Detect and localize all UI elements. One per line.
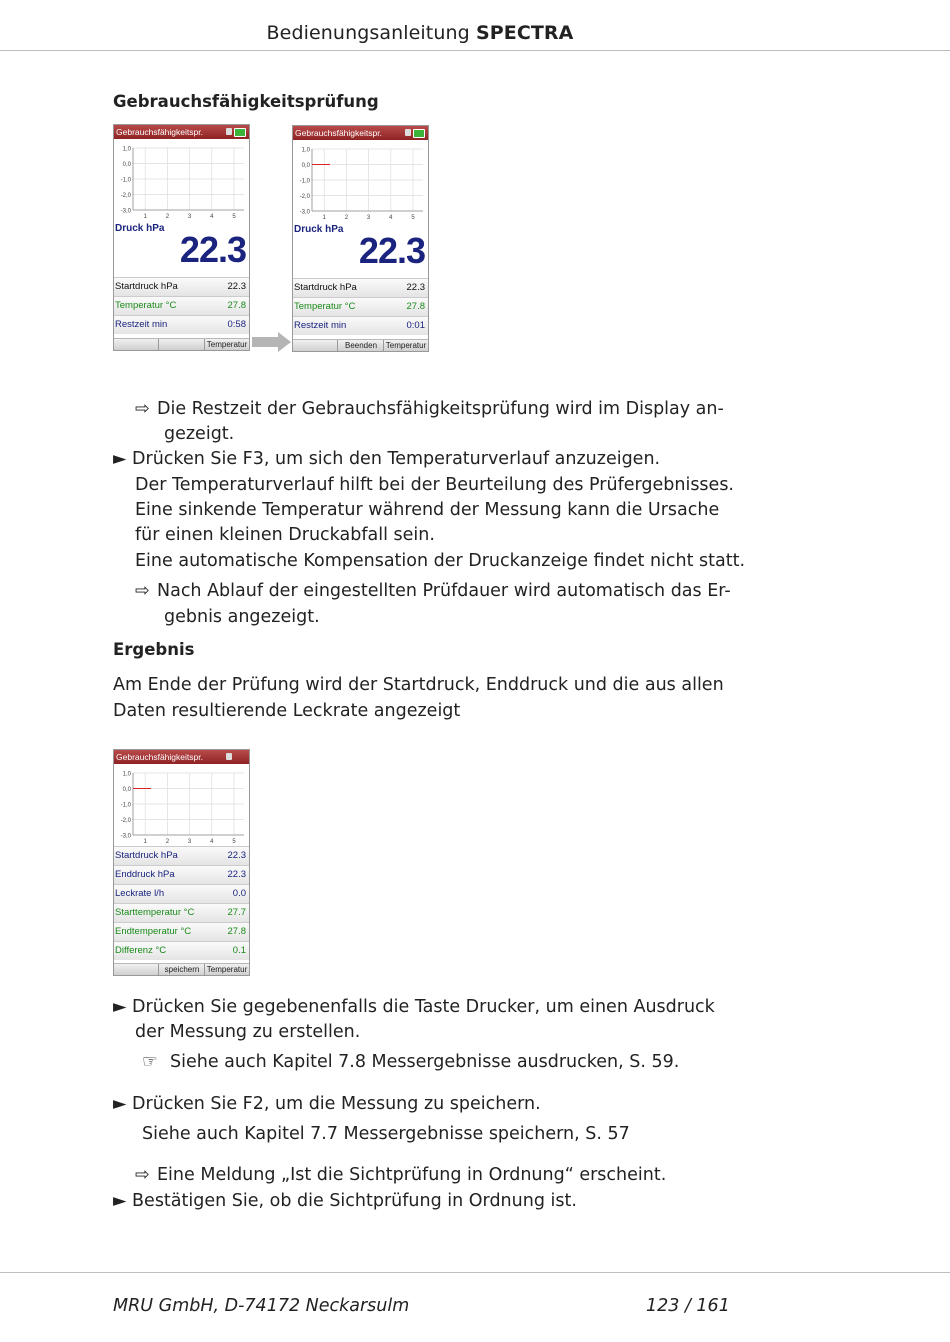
result-line (135, 397, 724, 423)
device-screen-running (113, 124, 250, 351)
row-temperatur (293, 297, 428, 316)
druck-label: Druck hPa (115, 223, 165, 234)
x-tick-label: 4 (389, 215, 393, 220)
section-title: Gebrauchsfähigkeitsprüfung (113, 92, 379, 111)
row-label: Leckrate l/h (115, 888, 165, 899)
row-value: 27.8 (406, 301, 425, 312)
text: Drücken Sie F2, um die Messung zu speichern. (132, 1094, 541, 1114)
result-line (135, 579, 731, 605)
y-tick-label: -1,0 (120, 177, 131, 184)
row-endtemperatur (114, 922, 249, 941)
x-tick-label: 4 (210, 839, 214, 844)
action-triangle-icon: ► (113, 1191, 127, 1211)
row-label: Restzeit min (294, 320, 347, 331)
header-rule (0, 50, 950, 51)
header-product: SPECTRA (475, 22, 574, 44)
right-arrow-icon (252, 332, 292, 352)
softkey-beenden[interactable]: Beenden (337, 340, 384, 351)
y-tick-label: -1,0 (299, 178, 310, 185)
action-line (113, 1189, 577, 1215)
action-triangle-icon: ► (113, 449, 127, 469)
action-line (113, 995, 715, 1021)
row-value: 0:01 (406, 320, 425, 331)
lock-icon (226, 753, 232, 760)
text-line: für einen kleinen Druckabfall sein. (135, 525, 435, 545)
softkey-speichern[interactable]: speichern (158, 964, 205, 975)
row-label: Differenz °C (115, 945, 167, 956)
x-tick-label: 3 (187, 839, 192, 844)
row-label: Startdruck hPa (115, 850, 178, 861)
row-label: Temperatur °C (294, 301, 356, 312)
softkey-f2[interactable] (158, 339, 205, 350)
row-value: 27.8 (227, 300, 246, 311)
row-label: Startdruck hPa (115, 281, 178, 292)
row-value: 0:58 (227, 319, 246, 330)
text: Eine Meldung „Ist die Sichtprüfung in Ordnung“ erscheint. (157, 1165, 667, 1185)
x-tick-label: 3 (187, 214, 192, 219)
pointing-hand-icon: ☞ (142, 1052, 158, 1072)
text-line: Siehe auch Kapitel 7.7 Messergebnisse speichern, S. 57 (142, 1124, 630, 1144)
row-startdruck (114, 277, 249, 296)
row-restzeit (114, 315, 249, 334)
battery-icon (234, 128, 246, 137)
row-value: 22.3 (406, 282, 425, 293)
softkey-temperatur[interactable]: Temperatur (204, 339, 249, 350)
header-title: Bedienungsanleitung (266, 22, 470, 44)
lock-icon (226, 128, 232, 135)
ergebnis-title: Ergebnis (113, 640, 195, 659)
result-line (135, 1163, 666, 1189)
row-label: Restzeit min (115, 319, 168, 330)
x-tick-label: 1 (143, 839, 147, 844)
y-tick-label: 0,0 (301, 163, 310, 169)
text-line: gezeigt. (164, 424, 235, 444)
text-line: Eine automatische Kompensation der Druckanzeige findet nicht statt. (135, 551, 746, 571)
y-tick-label: -3,0 (120, 833, 131, 840)
row-value: 27.8 (227, 926, 246, 937)
x-tick-label: 5 (411, 215, 415, 220)
text-line: gebnis angezeigt. (164, 607, 320, 627)
lock-icon (405, 129, 411, 136)
row-value: 0.1 (232, 945, 246, 956)
page-header (0, 22, 840, 44)
x-tick-label: 5 (232, 214, 236, 219)
row-startdruck (114, 846, 249, 865)
row-value: 22.3 (227, 281, 246, 292)
screen-title: Gebrauchsfähigkeitspr. (114, 125, 249, 139)
row-differenz (114, 941, 249, 960)
softkey-f1[interactable] (114, 339, 158, 350)
y-tick-label: 0,0 (122, 787, 131, 793)
y-tick-label: 1,0 (122, 146, 131, 153)
druck-value: 22.3 (179, 229, 246, 270)
row-label: Temperatur °C (115, 300, 177, 311)
result-arrow-icon: ⇨ (135, 399, 150, 419)
action-triangle-icon: ► (113, 1094, 127, 1114)
result-arrow-icon: ⇨ (135, 581, 150, 601)
y-tick-label: 0,0 (122, 162, 131, 168)
text-line: Eine sinkende Temperatur während der Messung kann die Ursache (135, 500, 720, 520)
screen-title: Gebrauchsfähigkeitspr. (293, 126, 428, 140)
y-tick-label: -3,0 (299, 209, 310, 216)
row-enddruck (114, 865, 249, 884)
x-tick-label: 1 (143, 214, 147, 219)
row-label: Startdruck hPa (294, 282, 357, 293)
y-tick-label: -2,0 (120, 193, 131, 199)
druck-label: Druck hPa (294, 224, 344, 235)
softkey-f1[interactable] (293, 340, 337, 351)
reference-line (142, 1050, 679, 1076)
y-tick-label: -1,0 (120, 802, 131, 809)
row-value: 0.0 (232, 888, 246, 899)
pressure-plot (114, 139, 249, 219)
row-label: Endtemperatur °C (115, 926, 192, 937)
text-line: Daten resultierende Leckrate angezeigt (113, 701, 461, 721)
device-screen-result (113, 749, 250, 976)
text: Die Restzeit der Gebrauchsfähigkeitsprüfung wird im Display an- (157, 399, 724, 419)
battery-icon (413, 129, 425, 138)
row-starttemperatur (114, 903, 249, 922)
action-line (113, 1092, 541, 1118)
softkey-bar (114, 338, 249, 350)
text: Drücken Sie gegebenenfalls die Taste Drucker, um einen Ausdruck (132, 997, 715, 1017)
text: Siehe auch Kapitel 7.8 Messergebnisse ausdrucken, S. 59. (170, 1052, 680, 1072)
text-line: der Messung zu erstellen. (135, 1022, 361, 1042)
footer-rule (0, 1272, 950, 1273)
softkey-temperatur[interactable]: Temperatur (204, 964, 249, 975)
row-value: 22.3 (227, 850, 246, 861)
y-tick-label: -2,0 (299, 194, 310, 200)
action-triangle-icon: ► (113, 997, 127, 1017)
text-line: Am Ende der Prüfung wird der Startdruck, Enddruck und die aus allen (113, 675, 724, 695)
row-leckrate (114, 884, 249, 903)
device-screen-finishing (292, 125, 429, 352)
text-line: Der Temperaturverlauf hilft bei der Beurteilung des Prüfergebnisses. (135, 475, 734, 495)
y-tick-label: 1,0 (122, 771, 131, 778)
text: Drücken Sie F3, um sich den Temperaturverlauf anzuzeigen. (132, 449, 661, 469)
row-restzeit (293, 316, 428, 335)
pressure-plot (293, 140, 428, 220)
row-label: Starttemperatur °C (115, 907, 195, 918)
softkey-temperatur[interactable]: Temperatur (383, 340, 428, 351)
y-tick-label: -3,0 (120, 208, 131, 215)
row-value: 27.7 (227, 907, 246, 918)
softkey-bar (293, 339, 428, 351)
pressure-plot (114, 764, 249, 844)
y-tick-label: 1,0 (301, 147, 310, 154)
row-value: 22.3 (227, 869, 246, 880)
druck-value: 22.3 (358, 230, 425, 271)
x-tick-label: 4 (210, 214, 214, 219)
x-tick-label: 2 (344, 215, 349, 220)
softkey-f1[interactable] (114, 964, 158, 975)
screen-title: Gebrauchsfähigkeitspr. (114, 750, 249, 764)
softkey-bar (114, 963, 249, 975)
x-tick-label: 5 (232, 839, 236, 844)
text: Nach Ablauf der eingestellten Prüfdauer wird automatisch das Er- (157, 581, 731, 601)
x-tick-label: 1 (322, 215, 326, 220)
footer-company: MRU GmbH, D-74172 Neckarsulm (113, 1296, 410, 1316)
text: Bestätigen Sie, ob die Sichtprüfung in Ordnung ist. (132, 1191, 577, 1211)
y-tick-label: -2,0 (120, 818, 131, 824)
footer-page-number: 123 / 161 (646, 1296, 730, 1316)
x-tick-label: 2 (165, 214, 170, 219)
action-line (113, 447, 660, 473)
row-temperatur (114, 296, 249, 315)
x-tick-label: 3 (366, 215, 371, 220)
result-arrow-icon: ⇨ (135, 1165, 150, 1185)
x-tick-label: 2 (165, 839, 170, 844)
row-startdruck (293, 278, 428, 297)
row-label: Enddruck hPa (115, 869, 175, 880)
